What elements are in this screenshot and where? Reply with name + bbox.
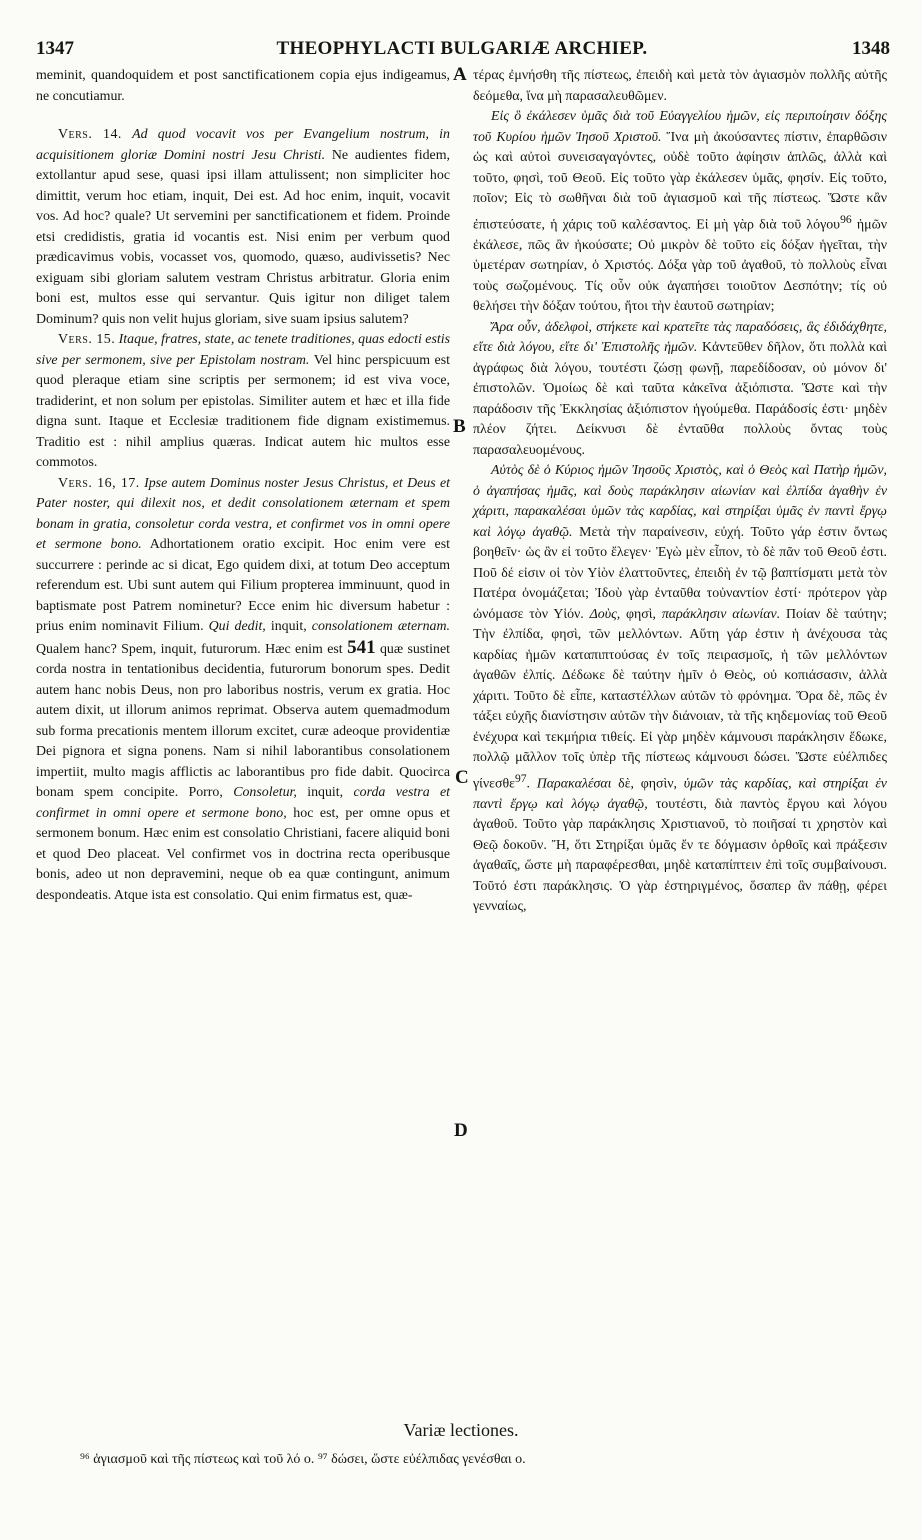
variants-notes: ⁹⁶ ἁγιασμοῦ καὶ τῆς πίστεως καὶ τοῦ λό ο. ⁹⁷ δώσει, ὥστε εὐέλπιδας γενέσθαι ο.: [80, 1452, 526, 1467]
verse-label: Vers. 16, 17.: [58, 475, 140, 491]
commentary-text: inquit,: [307, 785, 344, 800]
verse-label: Vers. 14.: [58, 127, 122, 142]
running-header: [30, 38, 894, 62]
page-number-right: 1348: [852, 38, 890, 59]
quoted-lemma: Παρακαλέσαι: [536, 776, 612, 792]
column-number: 541: [347, 636, 376, 658]
commentary-text: Κἀντεῦθεν δῆλον, ὅτι πολλὰ καὶ ἀγράφως διὰ λόγου, τουτέστι ζώσῃ φωνῇ, παρεδίδοσαν, οὐ μόνον δι' ἐπιστολῶν. Ὁμοίως δὲ καὶ ταῦτα κἀκεῖνα ἀξιόπιστα. Ὥστε καὶ τὴν παράδοσιν τῆς Ἐκκλησίας ἀξιόπιστον ἡγούμεθα. Παράδοσίς ἐστι· μηδὲν πλέον ζήτει. Δείκνυσι δὲ ἐνταῦθα πολλοὺς ὄντας τοὺς παρασαλευομένους.: [473, 340, 887, 458]
commentary-text: inquit,: [270, 619, 307, 634]
commentary-text: hoc est, per omne opus et sermonem bonum. Hæc enim est consolatio Christiani, facere aliquid boni et quod Deo placeat. Vel confirmet vos in doctrina recta operibusque bonis, adeo ut non depravemini, neque ob ea quæ contingunt, animum despondeatis. Atque ista est consolatio. Qui enim firmatus est, quæ-: [36, 805, 450, 903]
commentary-text: ἡμῶν ἐκάλεσε, πῶς ἂν ἠκούσατε; Οὐ μικρὸν δὲ τοῦτο εἰς δόξαν ἡγεῖται, τὴν ὑμετέραν σωτηρίαν, ὁ Χριστός. Δόξα γὰρ τοῦ ἀγαθοῦ, τὸ πολλοὺς εἶναι τοὺς σωζομένους. Τίς οὖν οὐκ ἀγαπήσει τοιοῦτον Δεσπότην; τίς οὐ θελήσει τὴν δόξαν τούτου, ἤτοι τὴν ἑαυτοῦ σωτηρίαν;: [473, 217, 887, 315]
verse-lemma: Ἄρα οὖν, ἀδελφοὶ, στήκετε καὶ κρατεῖτε τὰς παραδόσεις, ἃς ἐδιδάχθητε, εἴτε διὰ λόγου, εἴτε δι' Ἐπιστολῆς ἡμῶν.: [473, 319, 887, 356]
footnote-ref: 97: [514, 771, 527, 785]
latin-paragraph-vers14: [36, 125, 450, 330]
margin-marker-b: B: [453, 416, 466, 437]
verse-lemma: Ad quod vocavit vos per Evangelium nostrum, in acquisitionem gloriæ Domini nostri Jesu Christi.: [36, 127, 450, 163]
verse-lemma: Ipse autem Dominus noster Jesus Christus, et Deus et Pater noster, qui dilexit nos, et dedit consolationem æternam et spem bonam in gratia, consoletur corda vestra, et confirmet vos in omni opere et sermone bono.: [36, 475, 450, 552]
commentary-text: Qualem hanc? Spem, inquit, futurorum. Hæc enim est: [36, 641, 343, 657]
commentary-text: τουτέστι, διὰ παντὸς ἔργου καὶ λόγου ἀγαθοῦ. Τοῦτο γὰρ παράκλησις Χριστιανοῦ, τὸ ποιῆσαί τι χρηστὸν καὶ Θεῷ δοκοῦν. Ἤ, ὅτι Στηρίξαι ὑμᾶς ἔν τε δόγμασιν ὀρθοῖς καὶ πράξεσιν ἀγαθαῖς, ὥστε μὴ παραφέρεσθαι, μηδὲ καταπίπτειν ἐπὶ τοῖς συμβαίνουσι. Τοῦτό ἐστι παράκλησις. Ὁ γὰρ ἐστηριγμένος, ὅσαπερ ἂν πάθῃ, φέρει γενναίως,: [473, 796, 887, 915]
latin-paragraph: meminit, quandoquidem et post sanctificationem copia ejus indigeamus, ne concutiamur.: [36, 68, 450, 104]
commentary-text: δὲ, φησὶν,: [618, 776, 677, 792]
commentary-text: Μετὰ τὴν παραίνεσιν, εὐχή. Τοῦτο γάρ ἐστιν ὄντως βοηθεῖν· ὡς ἂν εἰ τοῦτο ἔλεγεν· Ἐγὼ μὲν εἶπον, τὸ δὲ πᾶν τοῦ Θεοῦ ἐστι. Ποῦ δέ εἰσιν οἱ τὸν Υἱὸν ἐλαττοῦντες, ἐπειδὴ ἐν τῷ βαπτίσματι μετὰ τὸν Πατέρα ὀνομάζεται; Ἰδοὺ γὰρ ἐνταῦθα τοὐναντίον ἐστί· πρότερον γὰρ ὠνόμασε τὸν Υἱόν.: [473, 524, 887, 622]
variants-title: Variæ lectiones.: [403, 1420, 519, 1440]
quoted-lemma: Consoletur,: [233, 785, 297, 800]
margin-marker-a: A: [453, 64, 467, 85]
greek-paragraph: τέρας ἐμνήσθη τῆς πίστεως, ἐπειδὴ καὶ μετὰ τὸν ἁγιασμὸν πολλῆς αὐτῆς δεόμεθα, ἵνα μὴ παρασαλευθῶμεν.: [473, 68, 887, 104]
latin-paragraph-vers15: [36, 330, 450, 474]
margin-marker-d: D: [454, 1120, 468, 1141]
quoted-lemma: Δοὺς,: [589, 606, 621, 622]
running-title: THEOPHYLACTI BULGARIÆ ARCHIEP.: [276, 38, 648, 59]
greek-paragraph-vers16: Αὐτὸς δὲ ὁ Κύριος ἡμῶν Ἰησοῦς Χριστὸς, καὶ ὁ Θεὸς καὶ Πατὴρ ἡμῶν, ὁ ἀγαπήσας ἡμᾶς, καὶ δοὺς παράκλησιν αἰωνίαν καὶ ἐλπίδα ἀγαθὴν ἐν χάριτι, παρακαλέσαι ὑμῶν τὰς καρδίας, καὶ στηρίξαι ὑμᾶς ἐν παντὶ ἔργῳ καὶ λόγῳ ἀγαθῷ. Μετὰ τὴν παραίνεσιν, εὐχή. Τοῦτο γάρ ἐστιν ὄντως βοηθεῖν· ὡς ἂν εἰ τοῦτο ἔλεγεν· Ἐγὼ μὲν εἶπον, τὸ δὲ πᾶν τοῦ Θεοῦ ἐστι. Ποῦ δέ εἰσιν οἱ τὸν Υἱὸν ἐλαττοῦντες, ἐπειδὴ ἐν τῷ βαπτίσματι μετὰ τὸν Πατέρα ὀνομάζεται; Ἰδοὺ γὰρ ἐνταῦθα τοὐναντίον ἐστί· πρότερον γὰρ ὠνόμασε τὸν Υἱόν. Δοὺς, φησὶ, παράκλησιν αἰωνίαν. Ποίαν δὲ ταύτην; Τὴν ἐλπίδα, φησὶ, τῶν μελλόντων. Αὕτη γάρ ἐστιν ἡ ἀνέχουσα τὰς καρδίας ἡμῶν καταπιπτούσας ἐν τοῖς πειρασμοῖς, ἡ τῶν μελλόντων ἀγαθῶν ἐλπίς. Δέδωκε δὲ ταύτην ἡμῖν ὁ Θεὸς, οὐ κοπιάσασιν, ἀλλὰ χάριτι. Τοῦτο δὲ εἶπε, καταστέλλων αὐτῶν τὸ φρόνημα. Ὅρα δὲ, πῶς ἐν τάξει εὐχῆς διανίστησιν αὐτῶν τὴν διάνοιαν, τὰ τῆς κηδεμονίας τοῦ Θεοῦ ἐνέχυρα καὶ τεκμήρια τιθείς. Εἰ γὰρ μηδὲν κάμνουσι παράκλησιν ἔδωκε, πολλῷ μᾶλλον τοῖς ὑπὲρ τῆς πίστεως κάμνουσι δώσει. Ὥστε εὐέλπιδες γίνεσθε$^{97}$. Παρακαλέσαι δὲ, φησὶν, ὑμῶν τὰς καρδίας, καὶ στηρίξαι ἐν παντὶ ἔργῳ καὶ λόγῳ ἀγαθῷ, τουτέστι, διὰ παντὸς ἔργου καὶ λόγου ἀγαθοῦ. Τοῦτο γὰρ παράκλησις Χριστιανοῦ, τὸ ποιῆσαί τι χρηστὸν καὶ Θεῷ δοκοῦν. Ἤ, ὅτι Στηρίξαι ὑμᾶς ἔν τε δόγμασιν ὀρθοῖς καὶ πράξεσιν ἀγαθαῖς, ὥστε μὴ παραφέρεσθαι, μηδὲ καταπίπτειν ἐπὶ τοῖς συμβαίνουσι. Τοῦτό ἐστι παράκλησις. Ὁ γὰρ ἐστηριγμένος, ὅσαπερ ἂν πάθῃ, φέρει γενναίως,: [473, 463, 887, 915]
commentary-text: quæ sustinet corda nostra in tentationibus decidentia, futurorum bonorum spes. Dedit autem hanc nobis Deus, non pro laboribus nostris, verum ex gratia. Hoc autem dixit, ut illorum animos reprimat. Observa autem quemadmodum sub forma precationis mentem illorum excitet, curæ adeoque providentiæ Dei pignora et signa ponens. Nam si nihil laborantibus consolationem impertiit, multo magis afflictis ac laborantibus pro fide dabit. Quocirca bonam spem concipite. Porro,: [36, 641, 450, 800]
quoted-lemma: Qui dedit,: [208, 619, 266, 634]
commentary-text: Adhortationem oratio excipit. Hoc enim vere est succurrere : perinde ac si dicat, Ego quidem dixi, at totum Deo acceptum referendum est. Ubi sunt autem qui Filium propterea imminuunt, quod in baptismate post Patrem nominetur? Ecce enim hic diversum habetur : prius enim nominavit Filium.: [36, 537, 450, 634]
greek-column: [473, 66, 887, 918]
commentary-text: Ne audientes fidem, extollantur apud sese, quasi ipsi illam attulissent; non simpliciter hoc dimittit, verum hoc etiam, inquit, Dei est. Ad hoc enim, inquit, vocavit vos. Ad hoc? quale? Ut servemini per sanctificationem et fidem. Proinde etsi credidistis, gratia id vocantis est. Nisi enim per verbum quod prædicavimus vobis, vocasset vos, quomodo, quæso, audivissetis? Nec exiguam sibi gloriam salutem vestram Christus arbitratur. Gloria enim boni est, multos esse qui servantur. Quis igitur non diliget talem Dominum? quis non velit hujus gloriam, sive suam ipsius salutem?: [36, 147, 450, 327]
verse-lemma: Itaque, fratres, state, ac tenete traditiones, quas edocti estis sive per sermonem, sive per Epistolam nostram.: [36, 332, 450, 368]
page-number-left: 1347: [36, 38, 74, 59]
verse-lemma: Αὐτὸς δὲ ὁ Κύριος ἡμῶν Ἰησοῦς Χριστὸς, καὶ ὁ Θεὸς καὶ Πατὴρ ἡμῶν, ὁ ἀγαπήσας ἡμᾶς, καὶ δοὺς παράκλησιν αἰωνίαν καὶ ἐλπίδα ἀγαθὴν ἐν χάριτι, παρακαλέσαι ὑμῶν τὰς καρδίας, καὶ στηρίξαι ὑμᾶς ἐν παντὶ ἔργῳ καὶ λόγῳ ἀγαθῷ.: [473, 463, 887, 540]
margin-marker-c: C: [455, 767, 469, 788]
quoted-lemma: consolationem æternam.: [311, 619, 450, 634]
quoted-lemma: ὑμῶν τὰς καρδίας, καὶ στηρίξαι ἐν παντὶ ἔργῳ καὶ λόγῳ ἀγαθῷ,: [473, 776, 887, 812]
quoted-lemma: παράκλησιν αἰωνίαν.: [661, 606, 781, 622]
verse-lemma: Εἰς ὃ ἐκάλεσεν ὑμᾶς διὰ τοῦ Εὐαγγελίου ἡμῶν, εἰς περιποίησιν δόξης τοῦ Κυρίου ἡμῶν Ἰησοῦ Χριστοῦ.: [473, 109, 887, 145]
commentary-text: Vel hinc perspicuum est quod pleraque etiam sine scriptis per sermonem; id est viva voce, tradiderint, et non solum per epistolas. Similiter autem et hæc et illa fide digna sunt. Itaque et Ecclesiæ traditionem fide dignam existimemus. Traditio est : nihil amplius quæras. Indicat autem hic multos esse commotos.: [36, 352, 450, 470]
commentary-text: Ποίαν δὲ ταύτην; Τὴν ἐλπίδα, φησὶ, τῶν μελλόντων. Αὕτη γάρ ἐστιν ἡ ἀνέχουσα τὰς καρδίας ἡμῶν καταπιπτούσας ἐν τοῖς πειρασμοῖς, ἡ τῶν μελλόντων ἀγαθῶν ἐλπίς. Δέδωκε δὲ ταύτην ἡμῖν ὁ Θεὸς, οὐ κοπιάσασιν, ἀλλὰ χάριτι. Τοῦτο δὲ εἶπε, καταστέλλων αὐτῶν τὸ φρόνημα. Ὅρα δὲ, πῶς ἐν τάξει εὐχῆς διανίστησιν αὐτῶν τὴν διάνοιαν, τὰ τῆς κηδεμονίας τοῦ Θεοῦ ἐνέχυρα καὶ τεκμήρια τιθείς. Εἰ γὰρ μηδὲν κάμνουσι παράκλησιν ἔδωκε, πολλῷ μᾶλλον τοῖς ὑπὲρ τῆς πίστεως κάμνουσι δώσει. Ὥστε εὐέλπιδες γίνεσθε: [473, 606, 887, 792]
latin-paragraph-vers16: [36, 474, 450, 907]
greek-paragraph-vers14: [473, 107, 887, 318]
quoted-lemma: corda vestra et confirmet in omni opere et sermone bono,: [36, 785, 450, 821]
latin-column: [36, 66, 450, 906]
commentary-text: Ἵνα μὴ ἀκούσαντες πίστιν, ἐπαρθῶσιν ὡς καὶ αὐτοὶ συνεισαγαγόντες, οὐδὲ τοῦτο ἀφίησιν ἁπλῶς, ἀλλὰ καὶ τοῦτο, φησὶ, τοῦ Θεοῦ. Εἰς τοῦτο γὰρ ἐκάλεσεν ὑμᾶς, φησίν. Εἰς τοῦτο, ποῖον; Εἰς τὸ σωθῆναι διὰ τοῦ ἁγιασμοῦ καὶ τῆς πίστεως. Ὥστε κἂν ἐπιστεύσατε, ἡ χάρις τοῦ καλέσαντος. Εἰ μὴ γὰρ διὰ τοῦ λόγου: [473, 129, 887, 233]
verse-label: Vers. 15.: [58, 332, 116, 347]
footnote-ref: 96: [840, 212, 852, 226]
greek-paragraph-vers15: [473, 318, 887, 462]
commentary-text: φησὶ,: [626, 606, 656, 622]
